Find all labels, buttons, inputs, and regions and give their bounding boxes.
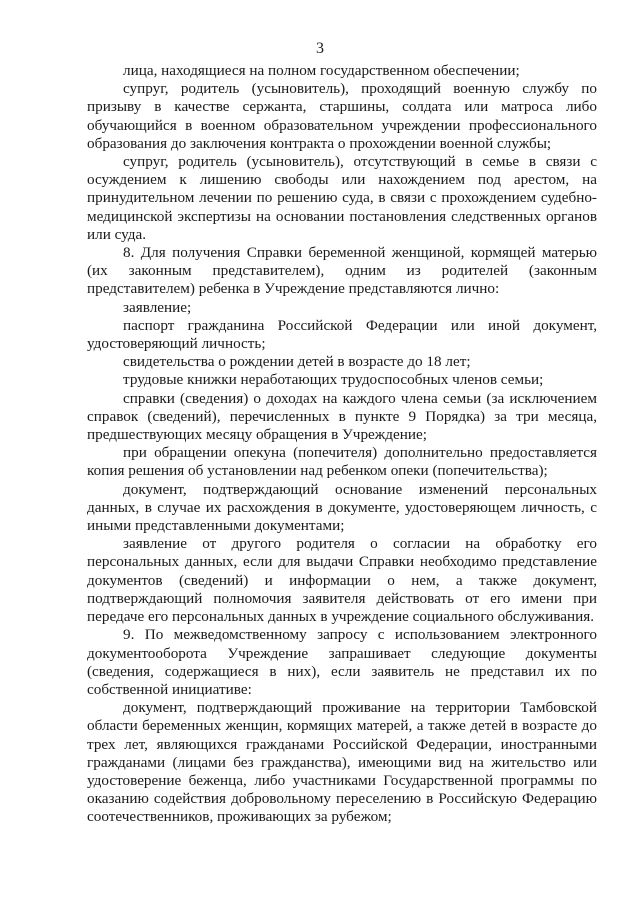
paragraph-guardian: при обращении опекуна (попечителя) дополнительно предоставляется копия решения об установлении над ребенком опеки (попечительства); [87, 444, 597, 480]
paragraph-consent: заявление от другого родителя о согласии на обработку его персональных данных, если для выдачи Справки необходимо представление документов (сведений) и информации о нем, а также документ, подтверждающий полномочия заявителя действовать от его имени при передаче его персональных данных в учреждение социального обслуживания. [87, 535, 597, 626]
page-number: 3 [316, 40, 324, 57]
paragraph-absent-spouse: супруг, родитель (усыновитель), отсутствующий в семье в связи с осуждением к лишению свободы или нахождением под арестом, на принудительном лечении по решению суда, в связи с прохождением судебно-медицинской экспертизы на основании постановления следственных органов или суда. [87, 153, 597, 243]
paragraph-income-certificates: справки (сведения) о доходах на каждого члена семьи (за исключением справок (сведений), перечисленных в пункте 9 Порядка) за три месяца, предшествующих месяцу обращения в Учреждение; [87, 389, 597, 444]
paragraph-personal-data-change: документ, подтверждающий основание изменений персональных данных, в случае их расхождения в документе, удостоверяющем личность, с иными представленными документами; [87, 480, 597, 535]
paragraph-application: заявление; [123, 298, 192, 316]
paragraph-work-books: трудовые книжки неработающих трудоспособных членов семьи; [123, 371, 544, 389]
paragraph-section-9: 9. По межведомственному запросу с использованием электронного документооборота Учреждение запрашивает следующие документы (сведения, содержащиеся в них), если заявитель не представил их по собственной инициативе: [87, 626, 597, 698]
paragraph-state-support: лица, находящиеся на полном государственном обеспечении; [123, 62, 520, 79]
paragraph-residence-document: документ, подтверждающий проживание на территории Тамбовской области беременных женщин, кормящих матерей, а также детей в возрасте до трех лет, являющихся гражданами Российской Федерации, иностранными гражданами (лицами без гражданства), имеющими вид на жительство или удостоверение беженца, либо участниками Государственной программы по оказанию содействия добровольному переселению в Российскую Федерацию соотечественников, проживающих за рубежом; [87, 699, 597, 826]
paragraph-military-spouse: супруг, родитель (усыновитель), проходящий военную службу по призыву в качестве сержанта, старшины, солдата или матроса либо обучающийся в военном образовательном учреждении профессионального образования до заключения контракта о прохождении военной службы; [87, 80, 597, 152]
paragraph-birth-certificates: свидетельства о рождении детей в возрасте до 18 лет; [123, 353, 471, 371]
paragraph-section-8: 8. Для получения Справки беременной женщиной, кормящей матерью (их законным представителем), одним из родителей (законным представителем) ребенка в Учреждение представляются лично: [87, 244, 597, 298]
paragraph-passport: паспорт гражданина Российской Федерации или иной документ, удостоверяющий личность; [87, 316, 597, 353]
document-body [87, 62, 597, 827]
